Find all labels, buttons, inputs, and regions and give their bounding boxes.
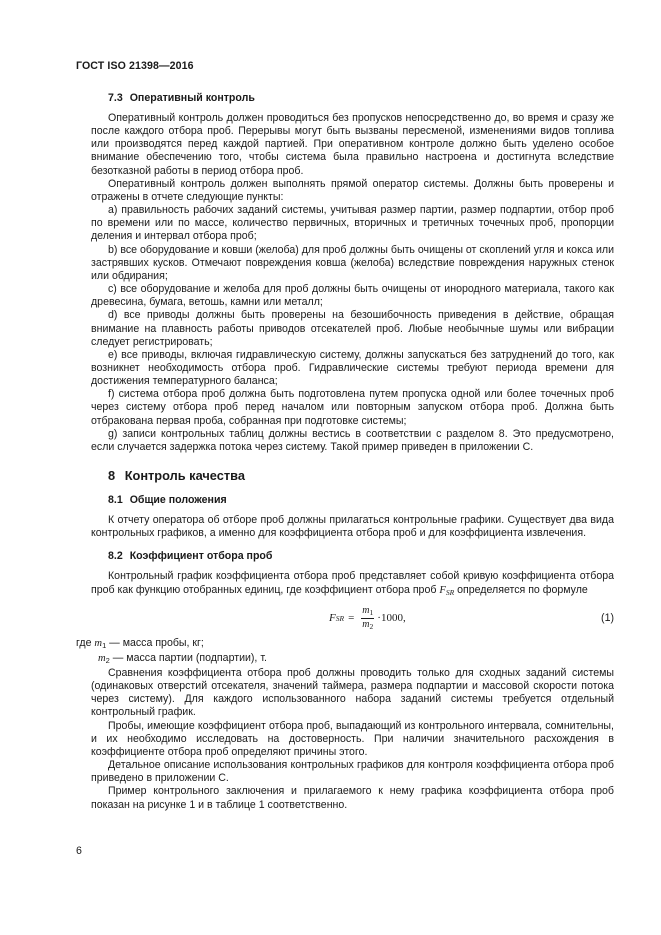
list-item-f: f) система отбора проб должна быть подготовлена путем пропуска одной или более точечных проб через систему отбора проб перед началом или повторным запуском отбора проб. Должна быть отбракована первая проба, собранная при подготовке системы;: [91, 388, 614, 427]
section-7-3-heading: [108, 92, 614, 105]
fraction-denominator: $m_2$: [362, 618, 374, 631]
paragraph: Оперативный контроль должен выполнять прямой оператор системы. Должны быть проверены и отражены в отчете следующие пункты:: [91, 177, 614, 203]
variable-definitions: [76, 637, 614, 667]
document-header: ГОСТ ISO 21398—2016: [76, 60, 194, 72]
fraction-numerator: $m_1$: [362, 604, 374, 617]
section-title: Общие положения: [129, 494, 227, 507]
list-item-a: a) правильность рабочих заданий системы, учитывая размер партии, размер подпартии, отбор проб по времени или по массе, количество первичных, вторичных и третичных точечных проб, пропорции деления и интервал отбора проб;: [91, 204, 614, 243]
equation-1: [91, 603, 614, 633]
list-item-b: b) все оборудование и ковши (желоба) для проб должны быть очищены от скоплений угля и кокса или застрявших кусков. Отмечают повреждения ковша (желоба) вследствие повреждения наружных стенок или обдирания;: [91, 243, 614, 282]
paragraph: К отчету оператора об отборе проб должны прилагаться контрольные графики. Существует два вида контрольных графиков, а именно для коэффициента отбора проб и для коэффициента извлечения.: [91, 514, 614, 540]
paragraph: Пример контрольного заключения и прилагаемого к нему графика коэффициента отбора проб показан на рисунке 1 и в таблице 1 соответственно.: [91, 785, 614, 811]
definition-m1: где $m_1$ — масса пробы, кг;: [76, 636, 204, 650]
paragraph: Сравнения коэффициента отбора проб должны проводить только для сходных заданий системы (одинаковых отверстий отсекателя, значений таймера, размера подпартии и массовой скорости потока через систему). Для каждого использованного набора заданий системы требуется отдельный контрольный график.: [91, 667, 614, 719]
section-title: Коэффициент отбора проб: [129, 550, 273, 563]
formula-lhs-subscript: SR: [335, 613, 345, 623]
text-run: Контрольный график коэффициента отбора проб представляет собой кривую коэффициента отбора проб как функцию отобранных единиц, где коэффициент отбора проб: [91, 570, 614, 596]
paragraph: [91, 570, 614, 598]
definition-m2: $m_2$ — масса партии (подпартии), т.: [98, 651, 267, 665]
page-content: [76, 92, 614, 812]
list-item-e: e) все приводы, включая гидравлическую систему, должны запускаться без затруднений до того, как возникнет необходимость отбора проб. Гидравлические системы требуют периода времени для достижения температурного баланса;: [91, 348, 614, 388]
formula: [329, 605, 406, 632]
section-title: Контроль качества: [124, 468, 245, 484]
paragraph: Пробы, имеющие коэффициент отбора проб, выпадающий из контрольного интервала, сомнительны, и их необходимо исследовать на достоверность. При наличии значительного расхождения в коэффициенте отбора проб определяют причины этого.: [91, 719, 614, 758]
section-title: Оперативный контроль: [129, 92, 255, 104]
text-run: определяется по формуле: [454, 583, 588, 596]
paragraph: Детальное описание использования контрольных графиков для контроля коэффициента отбора проб приведено в приложении С.: [91, 759, 614, 785]
section-number: 8: [108, 468, 116, 484]
list-item-g: g) записи контрольных таблиц должны вестись в соответствии с разделом 8. Это предусмотрено, если случается задержка потока через систему. Такой пример приведен в приложении С.: [91, 427, 614, 453]
symbol-fsr: F: [439, 584, 446, 596]
section-8-heading: [108, 468, 614, 484]
equation-number: (1): [601, 611, 614, 624]
formula-fraction: [361, 605, 374, 632]
paragraph: Оперативный контроль должен проводиться без пропусков непосредственно до, во время и сразу же после каждого отбора проб. Перерывы могут быть вызваны пересменой, изменениями видов топлива или производятся перед каждой партией. При оперативном контроле должно быть уделено особое внимание обеспечению того, чтобы система была правильно настроена и достигнута вследствие безотказной работы в период отбора проб.: [91, 112, 614, 177]
page-number: 6: [76, 845, 82, 857]
list-item-c: c) все оборудование и желоба для проб должны быть очищены от инородного материала, такого как древесина, бумага, ветошь, камни или металл;: [91, 283, 614, 309]
formula-lhs: F: [329, 612, 336, 625]
formula-multiplier: ·1000,: [377, 612, 406, 625]
section-number: 8.2: [108, 550, 123, 563]
section-number: 8.1: [108, 494, 123, 507]
formula-equals: =: [348, 612, 355, 625]
list-item-d: d) все приводы должны быть проверены на безошибочность приведения в действие, обращая внимание на плавность работы приводов отсекателей проб. Любые необычные шумы или вибрации следует регистрировать;: [91, 309, 614, 348]
symbol-subscript: SR: [445, 587, 455, 597]
section-number: 7.3: [108, 92, 123, 104]
section-8-2-heading: [108, 550, 614, 563]
section-8-1-heading: [108, 494, 614, 507]
